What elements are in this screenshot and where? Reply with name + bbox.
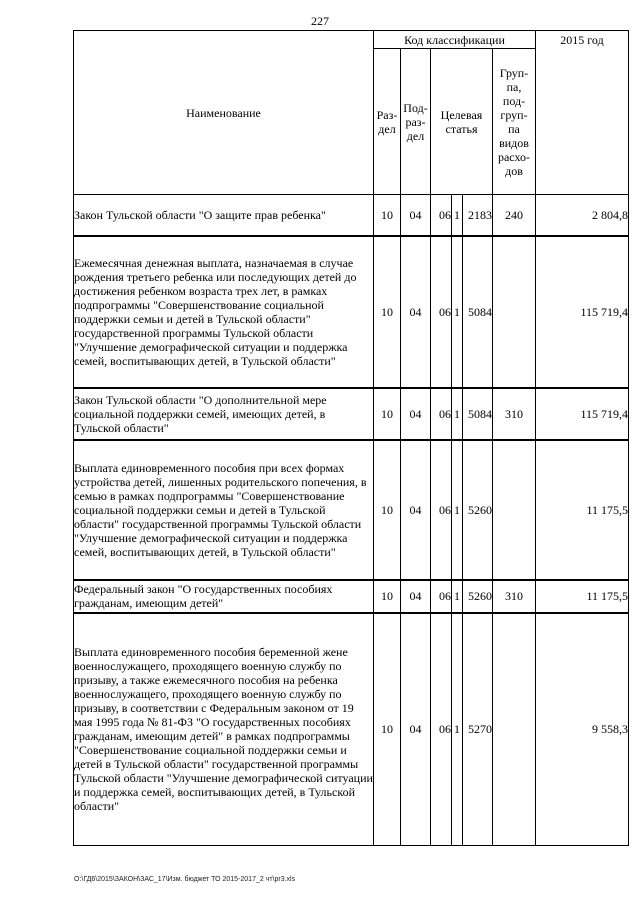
header-line: расхо-: [497, 149, 531, 164]
header-razdel: [374, 49, 401, 195]
row-amount: 11 175,5: [536, 440, 629, 580]
row-target-direction: 2183: [463, 195, 493, 236]
header-target-article: [431, 49, 493, 195]
row-amount: 115 719,4: [536, 236, 629, 388]
header-line: Раз-: [376, 107, 398, 122]
row-expense-group: 240: [493, 195, 536, 236]
header-line: па,: [506, 79, 522, 94]
row-target-direction: 5270: [463, 613, 493, 846]
header-line: па: [508, 121, 520, 136]
row-target-subprogram: 1: [452, 613, 463, 846]
header-line: видов: [499, 135, 529, 150]
row-expense-group: [493, 236, 536, 388]
page-number: 227: [311, 14, 329, 28]
table-row: [74, 613, 629, 846]
row-name: Ежемесячная денежная выплата, назначаемая в случае рождения третьего ребенка или последующих детей до достижения ребенком возраста трех лет, в рамках подпрограммы "Совершенствование социальной поддержки семьи и детей в Тульской области" государственной программы Тульской области "Улучшение демографической ситуации и поддержка семей, воспитывающих детей, в Тульской области": [74, 236, 374, 388]
header-podrazdel: [401, 49, 431, 195]
row-podrazdel: 04: [401, 195, 431, 236]
row-target-subprogram: 1: [452, 580, 463, 613]
row-target-subprogram: 1: [452, 236, 463, 388]
header-name: Наименование: [74, 31, 374, 195]
row-target-program: 06: [431, 580, 452, 613]
row-name: Выплата единовременного пособия при всех формах устройства детей, лишенных родительского попечения, в семью в рамках подпрограммы "Совершенствование социальной поддержки семьи и детей в Тульской области" государственной программы Тульской области "Улучшение демографической ситуации и поддержка семей, воспитывающих детей, в Тульской области": [74, 440, 374, 580]
row-razdel: 10: [374, 613, 401, 846]
row-target-direction: 5084: [463, 236, 493, 388]
row-podrazdel: 04: [401, 580, 431, 613]
table-row: [74, 388, 629, 440]
row-name: Федеральный закон "О государственных пособиях гражданам, имеющим детей": [74, 580, 374, 613]
row-podrazdel: 04: [401, 236, 431, 388]
table-row: [74, 580, 629, 613]
row-razdel: 10: [374, 195, 401, 236]
row-target-direction: 5260: [463, 580, 493, 613]
row-razdel: 10: [374, 440, 401, 580]
row-target-subprogram: 1: [452, 195, 463, 236]
header-line: под-: [502, 93, 526, 108]
row-amount: 9 558,3: [536, 613, 629, 846]
row-podrazdel: 04: [401, 440, 431, 580]
row-amount: 2 804,8: [536, 195, 629, 236]
row-target-program: 06: [431, 236, 452, 388]
header-line: Груп-: [499, 65, 529, 80]
header-expense-group: [493, 49, 536, 195]
table-row: [74, 236, 629, 388]
budget-table: [73, 30, 629, 846]
row-razdel: 10: [374, 388, 401, 440]
row-target-program: 06: [431, 440, 452, 580]
row-target-direction: 5084: [463, 388, 493, 440]
row-expense-group: 310: [493, 388, 536, 440]
row-name: Закон Тульской области "О защите прав ребенка": [74, 195, 374, 236]
header-line: груп-: [500, 107, 528, 122]
row-razdel: 10: [374, 580, 401, 613]
header-line: статья: [445, 121, 478, 136]
row-expense-group: [493, 440, 536, 580]
row-amount: 115 719,4: [536, 388, 629, 440]
header-classification: Код классификации: [374, 31, 536, 49]
header-line: дов: [505, 163, 523, 178]
table-row: [74, 440, 629, 580]
row-podrazdel: 04: [401, 388, 431, 440]
header-line: дел: [406, 128, 425, 143]
row-amount: 11 175,5: [536, 580, 629, 613]
header-year: 2015 год: [536, 31, 629, 195]
row-name: Закон Тульской области "О дополнительной мере социальной поддержки семей, имеющих детей, в Тульской области": [74, 388, 374, 440]
file-path-footer: O:\ГД6\2015\ЗАКОН\ЗАС_17\Изм. бюджет ТО 2015-2017_2 чт\pr3.xls: [74, 876, 296, 883]
row-target-program: 06: [431, 388, 452, 440]
row-target-program: 06: [431, 613, 452, 846]
header-line: Под-: [403, 100, 428, 115]
header-line: Целевая: [440, 107, 483, 122]
row-expense-group: 310: [493, 580, 536, 613]
row-target-subprogram: 1: [452, 388, 463, 440]
header-line: раз-: [405, 114, 426, 129]
row-podrazdel: 04: [401, 613, 431, 846]
row-target-program: 06: [431, 195, 452, 236]
row-name: Выплата единовременного пособия беременной жене военнослужащего, проходящего военную службу по призыву, а также ежемесячного пособия на ребенка военнослужащего, проходящего военную службу по призыву, в соответствии с Федеральным законом от 19 мая 1995 года № 81-ФЗ "О государственных пособиях гражданам, имеющим детей" в рамках подпрограммы "Совершенствование социальной поддержки семьи и детей в Тульской области" государственной программы Тульской области "Улучшение демографической ситуации и поддержка семей, воспитывающих детей, в Тульской области": [74, 613, 374, 846]
row-expense-group: [493, 613, 536, 846]
row-target-direction: 5260: [463, 440, 493, 580]
row-razdel: 10: [374, 236, 401, 388]
row-target-subprogram: 1: [452, 440, 463, 580]
table-row: [74, 195, 629, 236]
header-line: дел: [378, 121, 396, 136]
